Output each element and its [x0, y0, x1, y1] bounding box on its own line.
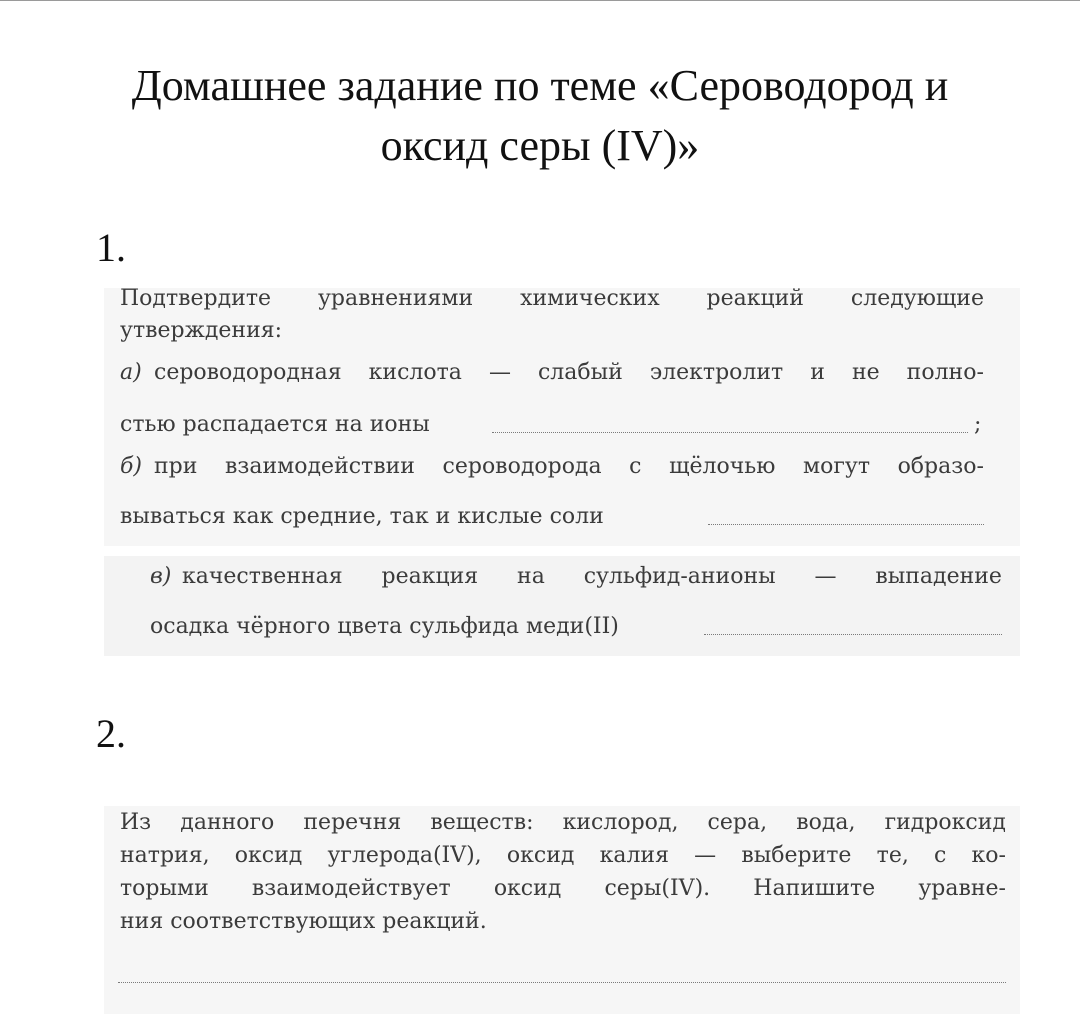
task-1-scan-part-2: [104, 556, 1020, 656]
task-1-scan-part-1: [104, 288, 1020, 546]
word: кислота: [368, 360, 462, 385]
task-1a-marker: а): [120, 360, 142, 385]
word: кислород,: [562, 810, 679, 835]
word: с: [934, 843, 947, 868]
top-rule: [0, 0, 1080, 1]
task-1a-line-1: [154, 360, 984, 385]
word: оксид: [506, 843, 575, 868]
word: те,: [876, 843, 909, 868]
task-2-number: 2.: [96, 711, 126, 756]
word: оксид: [234, 843, 303, 868]
word: углерода(IV),: [327, 843, 482, 868]
word: перечня: [303, 810, 402, 835]
task-1-intro-line-2: утверждения:: [120, 318, 283, 343]
word: сероводородная: [154, 360, 342, 385]
word: с: [629, 454, 642, 479]
word: гидроксид: [884, 810, 1006, 835]
word: химических: [520, 286, 660, 311]
task-2-line-1: [120, 810, 1006, 835]
word: щёлочью: [669, 454, 776, 479]
word: натрия,: [120, 843, 210, 868]
title-line-2: оксид серы (IV)»: [380, 121, 700, 170]
word: Подтвердите: [120, 286, 272, 311]
word: выберите: [741, 843, 852, 868]
word: —: [814, 564, 837, 589]
word: ко-: [971, 843, 1006, 868]
task-1-number: 1.: [96, 225, 126, 270]
task-1v-marker: в): [150, 564, 172, 589]
word: следующие: [850, 286, 984, 311]
task-1a-answer-line[interactable]: [492, 432, 968, 433]
word: и: [810, 360, 825, 385]
task-2-answer-line[interactable]: [118, 982, 1006, 983]
word: на: [517, 564, 545, 589]
word: при: [154, 454, 198, 479]
word: качественная: [182, 564, 343, 589]
task-1-intro-line-1: [120, 286, 984, 311]
word: серы(IV).: [604, 876, 711, 901]
title-line-1: Домашнее задание по теме «Сероводород и: [131, 61, 949, 110]
word: взаимодействии: [224, 454, 415, 479]
task-1b-answer-line[interactable]: [708, 524, 984, 525]
word: сульфид-анионы: [583, 564, 776, 589]
task-1b-line-2: вываться как средние, так и кислые соли: [120, 504, 604, 529]
task-2-line-3: [120, 876, 1006, 901]
word: образо-: [897, 454, 984, 479]
word: веществ:: [430, 810, 534, 835]
task-2-line-4: ния соответствующих реакций.: [120, 909, 487, 934]
word: данного: [180, 810, 275, 835]
task-2-scan: [104, 806, 1020, 1014]
word: торыми: [120, 876, 209, 901]
word: —: [694, 843, 717, 868]
word: реакция: [381, 564, 479, 589]
word: вода,: [796, 810, 856, 835]
word: не: [851, 360, 880, 385]
word: могут: [803, 454, 870, 479]
word: взаимодействует: [251, 876, 451, 901]
word: Напишите: [753, 876, 876, 901]
page-title: [60, 56, 1020, 176]
word: —: [488, 360, 511, 385]
task-1a-line-2: стью распадается на ионы: [120, 412, 430, 437]
word: уравнениями: [317, 286, 474, 311]
word: оксид: [493, 876, 562, 901]
word: реакций: [706, 286, 804, 311]
task-1a-end-mark: ;: [974, 412, 982, 437]
task-1b-marker: б): [120, 454, 143, 479]
task-2-line-2: [120, 843, 1006, 868]
word: слабый: [537, 360, 623, 385]
task-1v-line-1: [182, 564, 1002, 589]
word: полно-: [906, 360, 984, 385]
word: сера,: [707, 810, 768, 835]
word: Из: [120, 810, 152, 835]
word: калия: [599, 843, 669, 868]
task-1b-line-1: [154, 454, 984, 479]
word: выпадение: [875, 564, 1002, 589]
task-1v-line-2: осадка чёрного цвета сульфида меди(II): [150, 614, 619, 639]
task-1v-answer-line[interactable]: [704, 634, 1002, 635]
word: сероводорода: [442, 454, 602, 479]
word: уравне-: [918, 876, 1006, 901]
word: электролит: [649, 360, 784, 385]
